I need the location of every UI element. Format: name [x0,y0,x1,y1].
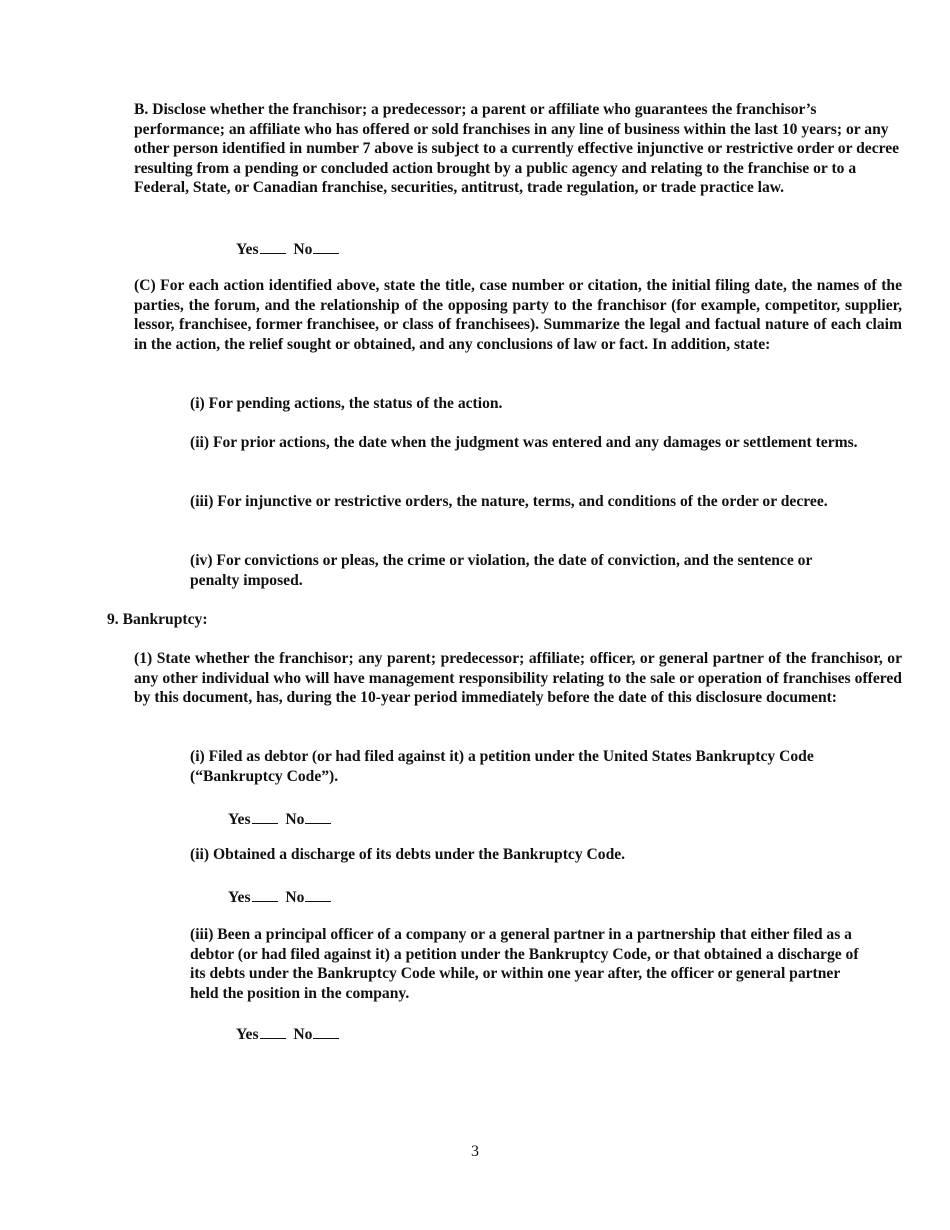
yes-label: Yes [228,811,251,828]
bankruptcy-item-i: (i) Filed as debtor (or had filed against it) a petition under the United States Bankruptcy Code (“Bankruptcy Code”). [190,748,814,785]
yes-label: Yes [236,241,259,258]
yes-blank[interactable] [260,1024,286,1039]
yes-no-line-bankruptcy-i [228,809,331,830]
yes-label: Yes [236,1026,259,1043]
section-c-paragraph: (C) For each action identified above, state the title, case number or citation, the initial filing date, the names of the parties, the forum, and the relationship of the opposing party to the franchisor (for example, competitor, supplier, lessor, franchisee, former franchisee, or class of franchisees). Summarize the legal and factual nature of each claim in the action, the relief sought or obtained, and any conclusions of law or fact. In addition, state: [134,277,902,353]
no-label: No [285,811,305,828]
no-blank[interactable] [313,1024,339,1039]
yes-blank[interactable] [252,887,278,902]
no-label: No [285,889,305,906]
yes-blank[interactable] [260,239,286,254]
bankruptcy-heading: 9. Bankruptcy: [107,611,208,628]
no-blank[interactable] [305,809,331,824]
yes-no-line-section-b [236,239,339,260]
bankruptcy-item-iii: (iii) Been a principal officer of a company or a general partner in a partnership that either filed as a debtor (or had filed against it) a petition under the Bankruptcy Code, or that obtained a discharge of its debts under the Bankruptcy Code while, or within one year after, the officer or general partner held the position in the company. [190,926,859,1002]
no-label: No [293,1026,313,1043]
section-c-item-iii: (iii) For injunctive or restrictive orders, the nature, terms, and conditions of the order or decree. [190,493,828,510]
yes-no-line-bankruptcy-ii [228,887,331,908]
section-c-item-ii: (ii) For prior actions, the date when the judgment was entered and any damages or settlement terms. [190,434,858,451]
section-b-paragraph: B. Disclose whether the franchisor; a predecessor; a parent or affiliate who guarantees the franchisor’s performance; an affiliate who has offered or sold franchises in any line of business within the last 10 years; or any other person identified in number 7 above is subject to a currently effective injunctive or restrictive order or decree resulting from a pending or concluded action brought by a public agency and relating to the franchise or to a Federal, State, or Canadian franchise, securities, antitrust, trade regulation, or trade practice law. [134,101,900,197]
yes-label: Yes [228,889,251,906]
bankruptcy-item-ii: (ii) Obtained a discharge of its debts under the Bankruptcy Code. [190,846,626,863]
yes-blank[interactable] [252,809,278,824]
no-label: No [293,241,313,258]
section-c-item-iv: (iv) For convictions or pleas, the crime or violation, the date of conviction, and the sentence or penalty imposed. [190,552,813,589]
no-blank[interactable] [305,887,331,902]
bankruptcy-intro-paragraph: (1) State whether the franchisor; any parent; predecessor; affiliate; officer, or general partner of the franchisor, or any other individual who will have management responsibility relating to the sale or operation of franchises offered by this document, has, during the 10-year period immediately before the date of this disclosure document: [134,650,902,707]
no-blank[interactable] [313,239,339,254]
yes-no-line-bankruptcy-iii [236,1024,339,1045]
section-c-item-i: (i) For pending actions, the status of the action. [190,395,503,412]
page-number: 3 [471,1143,479,1160]
